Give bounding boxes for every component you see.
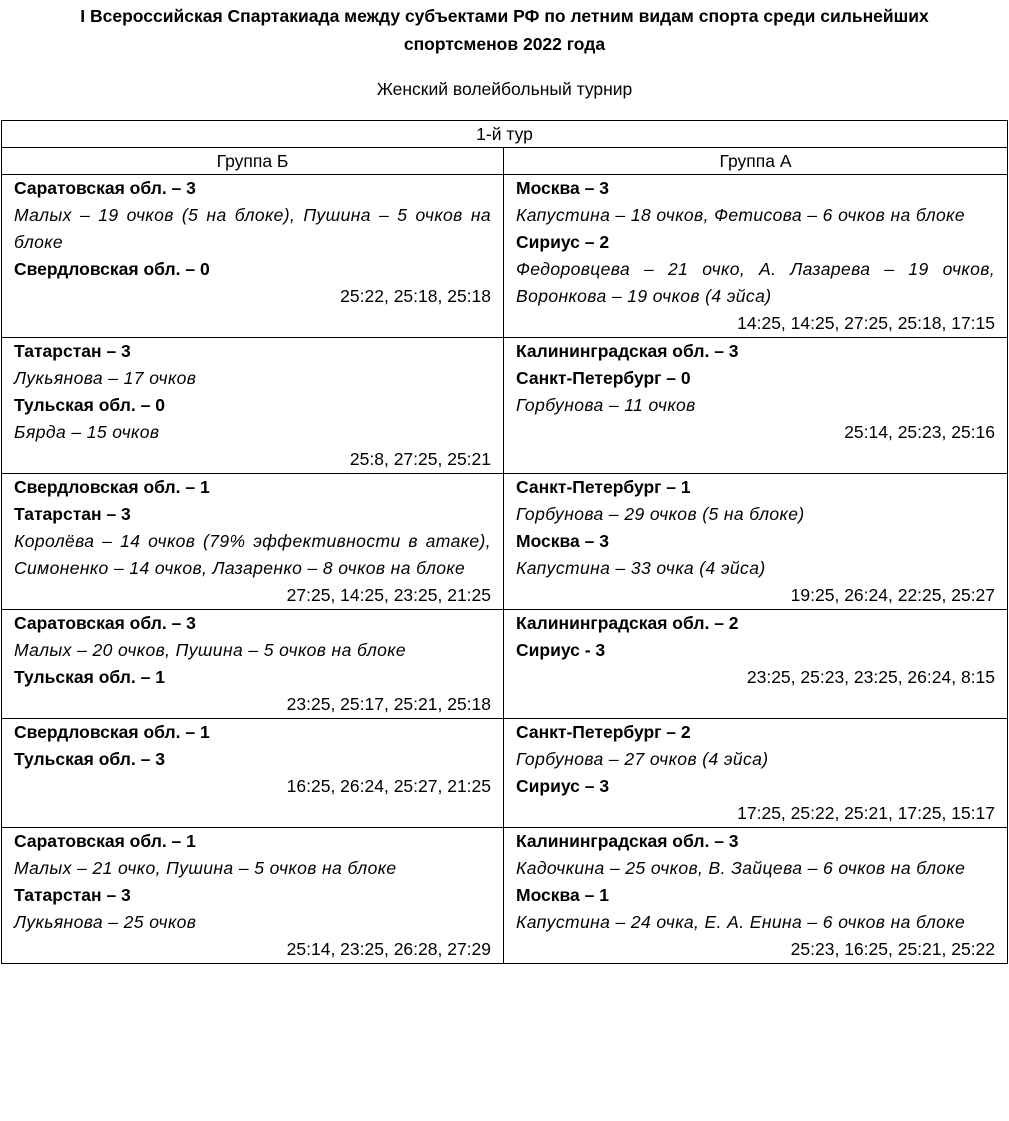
player-stats: Королёва – 14 очков (79% эффективности в атаке), Симоненко – 14 очков, Лазаренко – 8 очков на блоке <box>14 531 491 578</box>
team-result: Тульская обл. – 3 <box>14 749 165 769</box>
team-result: Сириус – 3 <box>516 776 610 796</box>
document-title <box>0 2 1009 58</box>
set-scores: 27:25, 14:25, 23:25, 21:25 <box>286 585 491 605</box>
group-a-match-cell <box>504 719 1008 828</box>
team-result: Татарстан – 3 <box>14 885 131 905</box>
player-stats: Горбунова – 11 очков <box>516 395 696 415</box>
set-scores: 23:25, 25:17, 25:21, 25:18 <box>286 694 491 714</box>
group-b-match-cell <box>2 175 504 338</box>
player-stats: Федоровцева – 21 очко, А. Лазарева – 19 очков, Воронкова – 19 очков (4 эйса) <box>516 259 996 306</box>
results-body <box>2 175 1008 964</box>
set-scores: 14:25, 14:25, 27:25, 25:18, 17:15 <box>737 313 996 333</box>
group-a-match-cell <box>504 338 1008 474</box>
group-a-match-cell <box>504 610 1008 719</box>
group-b-match-cell <box>2 610 504 719</box>
team-result: Свердловская обл. – 0 <box>14 259 210 279</box>
player-stats: Бярда – 15 очков <box>14 422 160 442</box>
team-result: Тульская обл. – 1 <box>14 667 165 687</box>
player-stats: Капустина – 24 очка, Е. А. Енина – 6 очков на блоке <box>516 912 966 932</box>
player-stats: Малых – 19 очков (5 на блоке), Пушина – 5 очков на блоке <box>14 205 491 252</box>
team-result: Свердловская обл. – 1 <box>14 722 210 742</box>
group-b-match-cell <box>2 474 504 610</box>
match-row <box>2 338 1008 474</box>
match-row <box>2 474 1008 610</box>
team-result: Калининградская обл. – 2 <box>516 613 739 633</box>
set-scores: 17:25, 25:22, 25:21, 17:25, 15:17 <box>737 803 996 823</box>
team-result: Татарстан – 3 <box>14 504 131 524</box>
tournament-subtitle: Женский волейбольный турнир <box>376 79 633 99</box>
team-result: Свердловская обл. – 1 <box>14 477 210 497</box>
set-scores: 25:23, 16:25, 25:21, 25:22 <box>790 939 996 959</box>
set-scores: 25:22, 25:18, 25:18 <box>340 286 491 306</box>
team-result: Москва – 3 <box>516 531 609 551</box>
group-b-header: Группа Б <box>2 148 504 175</box>
title-line-2: спортсменов 2022 года <box>403 34 606 54</box>
team-result: Санкт-Петербург – 2 <box>516 722 691 742</box>
group-a-header: Группа А <box>504 148 1008 175</box>
set-scores: 19:25, 26:24, 22:25, 25:27 <box>790 585 996 605</box>
player-stats: Горбунова – 29 очков (5 на блоке) <box>516 504 805 524</box>
team-result: Калининградская обл. – 3 <box>516 341 739 361</box>
match-row <box>2 719 1008 828</box>
team-result: Сириус - 3 <box>516 640 606 660</box>
team-result: Саратовская обл. – 1 <box>14 831 196 851</box>
team-result: Саратовская обл. – 3 <box>14 613 196 633</box>
player-stats: Малых – 21 очко, Пушина – 5 очков на блоке <box>14 858 397 878</box>
set-scores: 25:14, 23:25, 26:28, 27:29 <box>286 939 491 959</box>
player-stats: Горбунова – 27 очков (4 эйса) <box>516 749 769 769</box>
team-result: Калининградская обл. – 3 <box>516 831 739 851</box>
team-result: Тульская обл. – 0 <box>14 395 165 415</box>
group-a-match-cell <box>504 828 1008 964</box>
player-stats: Малых – 20 очков, Пушина – 5 очков на блоке <box>14 640 407 660</box>
team-result: Саратовская обл. – 3 <box>14 178 196 198</box>
set-scores: 25:8, 27:25, 25:21 <box>349 449 491 469</box>
team-result: Татарстан – 3 <box>14 341 131 361</box>
group-a-match-cell <box>504 474 1008 610</box>
group-b-match-cell <box>2 828 504 964</box>
title-line-1: I Всероссийская Спартакиада между субъектами РФ по летним видам спорта среди сильнейших <box>80 6 929 26</box>
team-result: Москва – 3 <box>516 178 609 198</box>
match-row <box>2 175 1008 338</box>
player-stats: Кадочкина – 25 очков, В. Зайцева – 6 очков на блоке <box>516 858 966 878</box>
set-scores: 23:25, 25:23, 23:25, 26:24, 8:15 <box>746 667 996 687</box>
player-stats: Капустина – 33 очка (4 эйса) <box>516 558 766 578</box>
set-scores: 16:25, 26:24, 25:27, 21:25 <box>286 776 491 796</box>
player-stats: Лукьянова – 25 очков <box>14 912 197 932</box>
match-row <box>2 828 1008 964</box>
team-result: Москва – 1 <box>516 885 609 905</box>
set-scores: 25:14, 25:23, 25:16 <box>844 422 996 442</box>
player-stats: Лукьянова – 17 очков <box>14 368 197 388</box>
team-result: Санкт-Петербург – 0 <box>516 368 691 388</box>
group-a-match-cell <box>504 175 1008 338</box>
results-table <box>1 120 1008 964</box>
team-result: Санкт-Петербург – 1 <box>516 477 691 497</box>
player-stats: Капустина – 18 очков, Фетисова – 6 очков на блоке <box>516 205 965 225</box>
team-result: Сириус – 2 <box>516 232 610 252</box>
group-b-match-cell <box>2 338 504 474</box>
group-b-match-cell <box>2 719 504 828</box>
round-header: 1-й тур <box>2 121 1008 148</box>
match-row <box>2 610 1008 719</box>
